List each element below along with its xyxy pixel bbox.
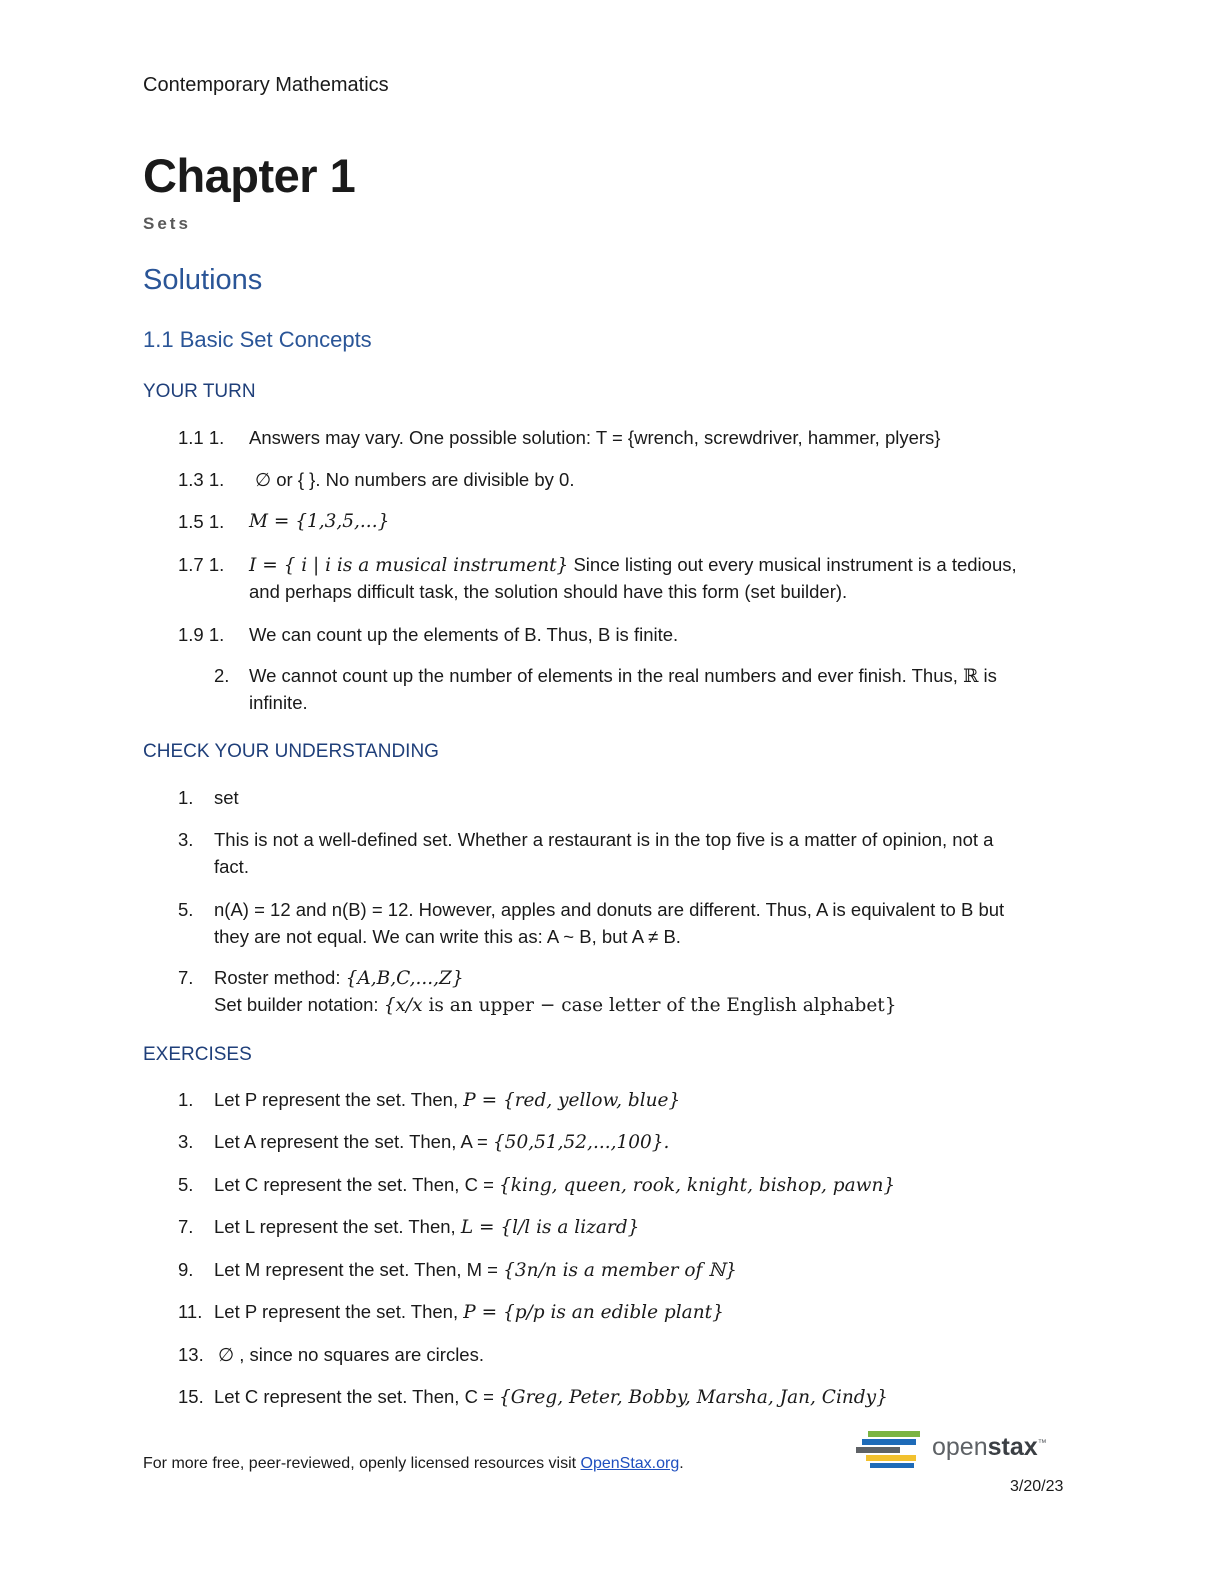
item-text: Answers may vary. One possible solution: T = {wrench, screwdriver, hammer, plyers} <box>249 427 941 448</box>
item-num: 1. <box>178 1089 194 1110</box>
item-num: 3. <box>178 1131 194 1152</box>
item-ref: 1.9 1. <box>178 624 225 645</box>
item-text: Let C represent the set. Then, C = <box>214 1174 500 1195</box>
item-text: Let C represent the set. Then, C = <box>214 1386 500 1407</box>
item-ref: 1.5 1. <box>178 511 225 532</box>
item-math: P = {red, yellow, blue} <box>463 1090 681 1111</box>
your-turn-heading: YOUR TURN <box>143 381 256 402</box>
item-ref: 1.1 1. <box>178 427 225 448</box>
item-math: {50,51,52,...,100}. <box>492 1132 670 1153</box>
item-ref: 2. <box>214 665 230 686</box>
item-math: I = { i | i is a musical instrument} <box>249 555 569 576</box>
item-num: 7. <box>178 967 194 988</box>
item-math: {king, queen, rook, knight, bishop, pawn} <box>499 1175 896 1196</box>
item-text: set <box>214 787 239 808</box>
item-math: {A,B,C,...,Z} <box>345 968 464 989</box>
item-math: {3n/n is a member of ℕ} <box>503 1260 737 1281</box>
item-num: 5. <box>178 899 194 920</box>
chapter-title: Chapter 1 <box>143 149 356 202</box>
openstax-link[interactable]: OpenStax.org <box>580 1455 680 1472</box>
item-text: or { }. No numbers are divisible by 0. <box>271 469 575 490</box>
openstax-books-icon <box>856 1429 926 1469</box>
item-math: {Greg, Peter, Bobby, Marsha, Jan, Cindy} <box>499 1387 888 1408</box>
item-num: 15. <box>178 1386 204 1407</box>
item-math: M = {1,3,5,...} <box>249 511 390 532</box>
footer-date: 3/20/23 <box>1010 1478 1064 1495</box>
section-heading: 1.1 Basic Set Concepts <box>143 327 372 352</box>
item-text-continued: fact. <box>214 856 249 877</box>
empty-set-symbol: ∅ <box>218 1345 235 1366</box>
item-text-continued: and perhaps difficult task, the solution should have this form (set builder). <box>249 581 848 602</box>
item-text: Let A represent the set. Then, A = <box>214 1131 493 1152</box>
empty-set-symbol: ∅ <box>255 470 272 491</box>
item-text: Let P represent the set. Then, <box>214 1301 464 1322</box>
item-text-continued: infinite. <box>249 692 308 713</box>
item-num: 13. <box>178 1344 204 1365</box>
item-text: Since listing out every musical instrument is a tedious, <box>568 554 1017 575</box>
item-num: 1. <box>178 787 194 808</box>
item-num: 3. <box>178 829 194 850</box>
item-text: Let P represent the set. Then, <box>214 1089 464 1110</box>
exercises-heading: EXERCISES <box>143 1044 252 1065</box>
openstax-wordmark: openstax™ <box>932 1433 1047 1461</box>
item-num: 5. <box>178 1174 194 1195</box>
item-num: 9. <box>178 1259 194 1280</box>
item-text: n(A) = 12 and n(B) = 12. However, apples and donuts are different. Thus, A is equivalent to B but <box>214 899 1005 920</box>
item-text-continued: they are not equal. We can write this as: A ~ B, but A ≠ B. <box>214 926 681 947</box>
item-ref: 1.3 1. <box>178 469 225 490</box>
openstax-logo <box>856 1429 1047 1469</box>
page-header: Contemporary Mathematics <box>143 74 389 96</box>
item-text: Let L represent the set. Then, <box>214 1216 461 1237</box>
item-num: 7. <box>178 1216 194 1237</box>
footer-note-end: . <box>679 1455 684 1472</box>
item-text-after: is <box>978 665 997 686</box>
item-text: We cannot count up the number of elements in the real numbers and ever finish. Thus, <box>249 665 958 686</box>
item-text: We can count up the elements of B. Thus, B is finite. <box>249 624 679 645</box>
item-text: This is not a well-defined set. Whether a restaurant is in the top five is a matter of opinion, not a <box>214 829 994 850</box>
footer-note <box>143 1455 684 1473</box>
footer-note-text: For more free, peer-reviewed, openly licensed resources visit <box>143 1455 581 1472</box>
item-num: 11. <box>178 1301 203 1322</box>
item-text: Roster method: <box>214 967 346 988</box>
chapter-subtitle: Sets <box>143 214 191 233</box>
check-understanding-heading: CHECK YOUR UNDERSTANDING <box>143 741 439 762</box>
item-math: {x/x <box>383 995 423 1016</box>
item-math: P = {p/p is an edible plant} <box>463 1302 724 1323</box>
item-math-rest: is an upper − case letter of the English alphabet} <box>422 995 897 1016</box>
item-ref: 1.7 1. <box>178 554 225 575</box>
item-text: Let M represent the set. Then, M = <box>214 1259 504 1280</box>
item-text: , since no squares are circles. <box>234 1344 484 1365</box>
item-math: L = {l/l is a lizard} <box>460 1217 640 1238</box>
solutions-heading: Solutions <box>143 264 263 296</box>
real-numbers-symbol: ℝ <box>963 666 979 687</box>
item-text-continued: Set builder notation: <box>214 994 384 1015</box>
